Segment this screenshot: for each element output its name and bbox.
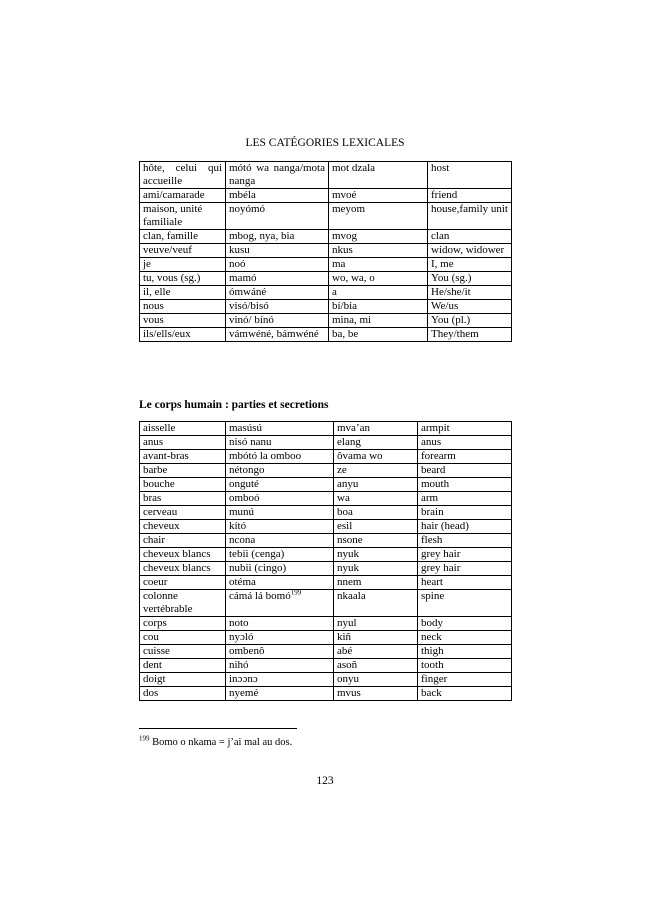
- cell-text: onyu: [337, 673, 359, 685]
- cell-text: asoñ: [337, 659, 358, 671]
- table-cell: [329, 300, 428, 314]
- table-row: [140, 645, 512, 659]
- cell-text: We/us: [431, 300, 459, 312]
- table-row: [140, 631, 512, 645]
- footnote-text: Bomo o nkama = j’ai mal au dos.: [152, 737, 293, 748]
- table-row: [140, 300, 512, 314]
- table-cell: [140, 645, 226, 659]
- table-cell: [140, 258, 226, 272]
- table-cell: [334, 631, 418, 645]
- table-cell: [226, 673, 334, 687]
- table-cell: [334, 673, 418, 687]
- table-row: [140, 687, 512, 701]
- table-cell: [140, 286, 226, 300]
- table-row: [140, 576, 512, 590]
- table-row: [140, 478, 512, 492]
- table-cell: [418, 534, 512, 548]
- cell-text: tooth: [421, 659, 444, 671]
- cell-text: onguté: [229, 478, 259, 490]
- cell-text: cheveux blancs: [143, 562, 211, 574]
- table-cell: [226, 659, 334, 673]
- table-cell: [226, 300, 329, 314]
- table-cell: [428, 258, 512, 272]
- table-cell: [428, 314, 512, 328]
- table-row: [140, 492, 512, 506]
- cell-text: mouth: [421, 478, 450, 490]
- table-cell: [329, 272, 428, 286]
- cell-text: il, elle: [143, 286, 171, 298]
- table-cell: [140, 631, 226, 645]
- table-cell: [226, 314, 329, 328]
- table-cell: [329, 328, 428, 342]
- cell-text: forearm: [421, 450, 456, 462]
- cell-text: nsone: [337, 534, 363, 546]
- table-cell: [140, 189, 226, 203]
- cell-text: inɔɔnɔ: [229, 673, 258, 685]
- table-cell: [329, 189, 428, 203]
- cell-text: mvoé: [332, 189, 357, 201]
- cell-text: maison, unité familiale: [143, 203, 203, 228]
- table-cell: [226, 687, 334, 701]
- cell-text: vámwéné, bámwéné: [229, 328, 319, 340]
- table-cell: [334, 645, 418, 659]
- cell-text: ombenô: [229, 645, 265, 657]
- cell-text: corps: [143, 617, 167, 629]
- cell-text: flesh: [421, 534, 443, 546]
- cell-text: thigh: [421, 645, 444, 657]
- table-cell: [418, 631, 512, 645]
- cell-text: cheveux blancs: [143, 548, 211, 560]
- table-cell: [226, 162, 329, 189]
- cell-text: noto: [229, 617, 249, 629]
- table-cell: [329, 244, 428, 258]
- footnote-number: 199: [139, 734, 150, 743]
- cell-text: ómwáné: [229, 286, 267, 298]
- cell-text: vinó/ bínó: [229, 314, 274, 326]
- table-cell: [140, 450, 226, 464]
- footnote-rule: [139, 728, 297, 729]
- table-cell: [226, 258, 329, 272]
- table-cell: [226, 244, 329, 258]
- cell-text: nkus: [332, 244, 353, 256]
- table-cell: [329, 258, 428, 272]
- table-cell: [428, 286, 512, 300]
- table-cell: [418, 450, 512, 464]
- cell-text: mbéla: [229, 189, 256, 201]
- table-row: [140, 286, 512, 300]
- page-title: LES CATÉGORIES LEXICALES: [245, 137, 405, 149]
- cell-text: bras: [143, 492, 162, 504]
- cell-text: boa: [337, 506, 353, 518]
- table-cell: [226, 230, 329, 244]
- cell-text: spine: [421, 590, 445, 602]
- table-row: [140, 272, 512, 286]
- table-cell: [418, 478, 512, 492]
- table-cell: [418, 520, 512, 534]
- table-row: [140, 258, 512, 272]
- cell-text: He/she/it: [431, 286, 471, 298]
- table-row: [140, 520, 512, 534]
- cell-text: kító: [229, 520, 247, 532]
- table-cell: [140, 272, 226, 286]
- table-cell: [140, 576, 226, 590]
- table-cell: [226, 562, 334, 576]
- table-cell: [140, 590, 226, 617]
- table-cell: [428, 272, 512, 286]
- cell-text: nous: [143, 300, 164, 312]
- cell-text: masúsú: [229, 422, 262, 434]
- cell-text: clan: [431, 230, 450, 242]
- cell-text: mva’an: [337, 422, 370, 434]
- cell-text: visó/bisó: [229, 300, 269, 312]
- table-cell: [418, 590, 512, 617]
- table-cell: [140, 230, 226, 244]
- cell-text: elang: [337, 436, 361, 448]
- cell-text: finger: [421, 673, 448, 685]
- cell-text: noó: [229, 258, 246, 270]
- table-cell: [140, 687, 226, 701]
- footnote: [139, 736, 292, 749]
- table-cell: [418, 659, 512, 673]
- table-cell: [418, 645, 512, 659]
- table-cell: [334, 590, 418, 617]
- table-cell: [418, 422, 512, 436]
- table-cell: [334, 617, 418, 631]
- table-cell: [334, 534, 418, 548]
- table-cell: [140, 506, 226, 520]
- table-cell: [226, 617, 334, 631]
- table-cell: [226, 328, 329, 342]
- cell-text: anyu: [337, 478, 359, 490]
- cell-text: avant-bras: [143, 450, 189, 462]
- page-number: 123: [316, 775, 334, 787]
- table-cell: [329, 286, 428, 300]
- cell-text: nétongo: [229, 464, 265, 476]
- cell-text: bouche: [143, 478, 175, 490]
- table-cell: [334, 492, 418, 506]
- table-row: [140, 450, 512, 464]
- table-cell: [226, 203, 329, 230]
- table-cell: [140, 314, 226, 328]
- cell-text: ils/ells/eux: [143, 328, 191, 340]
- table-row: [140, 162, 512, 189]
- table-cell: [140, 534, 226, 548]
- cell-text: nubii (cingo): [229, 562, 287, 574]
- table-cell: [428, 162, 512, 189]
- cell-text: widow, widower: [431, 244, 505, 256]
- table-cell: [140, 464, 226, 478]
- cell-text: colonne vertébrable: [143, 590, 193, 615]
- table-cell: [226, 576, 334, 590]
- cell-text: ze: [337, 464, 347, 476]
- table-cell: [226, 645, 334, 659]
- table-cell: [334, 659, 418, 673]
- cell-text: nihó: [229, 659, 249, 671]
- cell-text: heart: [421, 576, 443, 588]
- table-cell: [140, 300, 226, 314]
- table-cell: [140, 478, 226, 492]
- cell-text: grey hair: [421, 548, 461, 560]
- cell-text: otéma: [229, 576, 256, 588]
- table-cell: [418, 673, 512, 687]
- table-cell: [428, 244, 512, 258]
- lexical-table-body-parts: [139, 421, 512, 701]
- cell-text: ncona: [229, 534, 256, 546]
- cell-text: hôte, celui qui accueille: [143, 162, 222, 187]
- cell-text: wo, wa, o: [332, 272, 375, 284]
- table-row: [140, 189, 512, 203]
- cell-text: back: [421, 687, 442, 699]
- cell-text: ami/camarade: [143, 189, 205, 201]
- table-cell: [418, 617, 512, 631]
- cell-text: mvus: [337, 687, 361, 699]
- table-cell: [140, 673, 226, 687]
- cell-text: mbog, nya, bia: [229, 230, 295, 242]
- cell-text: meyom: [332, 203, 365, 215]
- table-cell: [428, 189, 512, 203]
- table-row: [140, 436, 512, 450]
- table-cell: [334, 436, 418, 450]
- table-row: [140, 659, 512, 673]
- table-cell: [226, 520, 334, 534]
- table-cell: [226, 492, 334, 506]
- table-cell: [226, 478, 334, 492]
- table-cell: [334, 422, 418, 436]
- cell-text: kiñ: [337, 631, 352, 643]
- table-cell: [140, 659, 226, 673]
- table-cell: [418, 576, 512, 590]
- cell-text: clan, famille: [143, 230, 198, 242]
- table-cell: [334, 464, 418, 478]
- table-cell: [428, 203, 512, 230]
- cell-text: mótó wa nanga/mota nanga: [229, 162, 325, 187]
- table-cell: [226, 464, 334, 478]
- table-cell: [418, 548, 512, 562]
- cell-text: mbótó la omboo: [229, 450, 302, 462]
- table-cell: [140, 203, 226, 230]
- table-cell: [140, 244, 226, 258]
- table-cell: [226, 548, 334, 562]
- cell-text: mina, mi: [332, 314, 372, 326]
- cell-text: abé: [337, 645, 353, 657]
- cell-text: host: [431, 162, 450, 174]
- table-cell: [418, 464, 512, 478]
- table-cell: [418, 687, 512, 701]
- table-cell: [329, 162, 428, 189]
- cell-text: cou: [143, 631, 159, 643]
- cell-text: kusu: [229, 244, 250, 256]
- cell-text: coeur: [143, 576, 168, 588]
- table-row: [140, 422, 512, 436]
- table-cell: [418, 436, 512, 450]
- cell-text: nyemé: [229, 687, 259, 699]
- table-cell: [428, 300, 512, 314]
- table-cell: [334, 576, 418, 590]
- cell-text: armpit: [421, 422, 450, 434]
- cell-text: arm: [421, 492, 439, 504]
- cell-text: munú: [229, 506, 255, 518]
- cell-text: barbe: [143, 464, 168, 476]
- table-cell: [226, 450, 334, 464]
- table-row: [140, 534, 512, 548]
- cell-text: house,family unit: [431, 203, 508, 215]
- cell-text: nyuk: [337, 548, 359, 560]
- cell-text: cámá lá bomó: [229, 590, 291, 602]
- table-row: [140, 548, 512, 562]
- table-cell: [140, 617, 226, 631]
- cell-text: dos: [143, 687, 159, 699]
- cell-text: grey hair: [421, 562, 461, 574]
- table-cell: [334, 506, 418, 520]
- table-cell: [226, 506, 334, 520]
- cell-text: cerveau: [143, 506, 178, 518]
- cell-text: They/them: [431, 328, 479, 340]
- table-cell: [329, 203, 428, 230]
- table-cell: [140, 328, 226, 342]
- cell-text: esil: [337, 520, 353, 532]
- cell-text: chair: [143, 534, 165, 546]
- cell-text: doigt: [143, 673, 166, 685]
- cell-text: You (sg.): [431, 272, 472, 284]
- cell-text: aisselle: [143, 422, 176, 434]
- cell-text: a: [332, 286, 337, 298]
- table-cell: [140, 492, 226, 506]
- cell-text: nisó nanu: [229, 436, 272, 448]
- section-heading: Le corps humain : parties et secretions: [139, 399, 329, 411]
- table-cell: [334, 562, 418, 576]
- cell-text: wa: [337, 492, 350, 504]
- table-row: [140, 328, 512, 342]
- table-cell: [418, 506, 512, 520]
- table-cell: [140, 520, 226, 534]
- table-cell: [226, 272, 329, 286]
- table-row: [140, 230, 512, 244]
- table-cell: [329, 314, 428, 328]
- cell-text: nnem: [337, 576, 362, 588]
- cell-text: beard: [421, 464, 446, 476]
- table-row: [140, 464, 512, 478]
- table-cell: [334, 450, 418, 464]
- cell-text: veuve/veuf: [143, 244, 192, 256]
- cell-text: tebii (cenga): [229, 548, 285, 560]
- table-cell: [226, 189, 329, 203]
- cell-text: mvog: [332, 230, 358, 242]
- table-row: [140, 314, 512, 328]
- cell-text: I, me: [431, 258, 454, 270]
- cell-text: ba, be: [332, 328, 359, 340]
- table-cell: [140, 422, 226, 436]
- cell-text: cheveux: [143, 520, 180, 532]
- table-cell: [428, 230, 512, 244]
- table-cell: [418, 492, 512, 506]
- cell-text: anus: [421, 436, 442, 448]
- cell-text: hair (head): [421, 520, 469, 532]
- cell-text: omboó: [229, 492, 260, 504]
- cell-text: brain: [421, 506, 444, 518]
- cell-text: anus: [143, 436, 164, 448]
- cell-text: nyuk: [337, 562, 359, 574]
- table-row: [140, 203, 512, 230]
- cell-text: body: [421, 617, 443, 629]
- cell-text: ma: [332, 258, 346, 270]
- footnote-reference: 199: [290, 588, 302, 597]
- table-cell: [418, 562, 512, 576]
- table-cell: [334, 687, 418, 701]
- cell-text: friend: [431, 189, 458, 201]
- table-cell: [226, 436, 334, 450]
- table-cell: [226, 286, 329, 300]
- cell-text: neck: [421, 631, 442, 643]
- table-cell: [140, 436, 226, 450]
- table-cell: [334, 520, 418, 534]
- table-row: [140, 244, 512, 258]
- table-cell: [334, 548, 418, 562]
- table-cell: [226, 534, 334, 548]
- cell-text: cuisse: [143, 645, 170, 657]
- table-row: [140, 617, 512, 631]
- cell-text: vous: [143, 314, 164, 326]
- table-cell: [140, 162, 226, 189]
- cell-text: noyómó: [229, 203, 266, 215]
- cell-text: ôvama wo: [337, 450, 383, 462]
- table-cell: [140, 562, 226, 576]
- cell-text: nkaala: [337, 590, 366, 602]
- table-cell: [329, 230, 428, 244]
- cell-text: bí/bia: [332, 300, 358, 312]
- lexical-table-pronouns: [139, 161, 512, 342]
- cell-text: mamó: [229, 272, 257, 284]
- cell-text: mot dzala: [332, 162, 376, 174]
- table-cell: [226, 422, 334, 436]
- cell-text: You (pl.): [431, 314, 471, 326]
- cell-text: je: [143, 258, 151, 270]
- cell-text: nyɔló: [229, 631, 254, 643]
- table-cell: [140, 548, 226, 562]
- table-row: [140, 590, 512, 617]
- table-row: [140, 506, 512, 520]
- cell-text: dent: [143, 659, 162, 671]
- table-cell: [334, 478, 418, 492]
- table-cell: [428, 328, 512, 342]
- table-row: [140, 673, 512, 687]
- cell-text: nyul: [337, 617, 357, 629]
- table-row: [140, 562, 512, 576]
- table-cell: [226, 631, 334, 645]
- table-cell: [226, 590, 334, 617]
- cell-text: tu, vous (sg.): [143, 272, 201, 284]
